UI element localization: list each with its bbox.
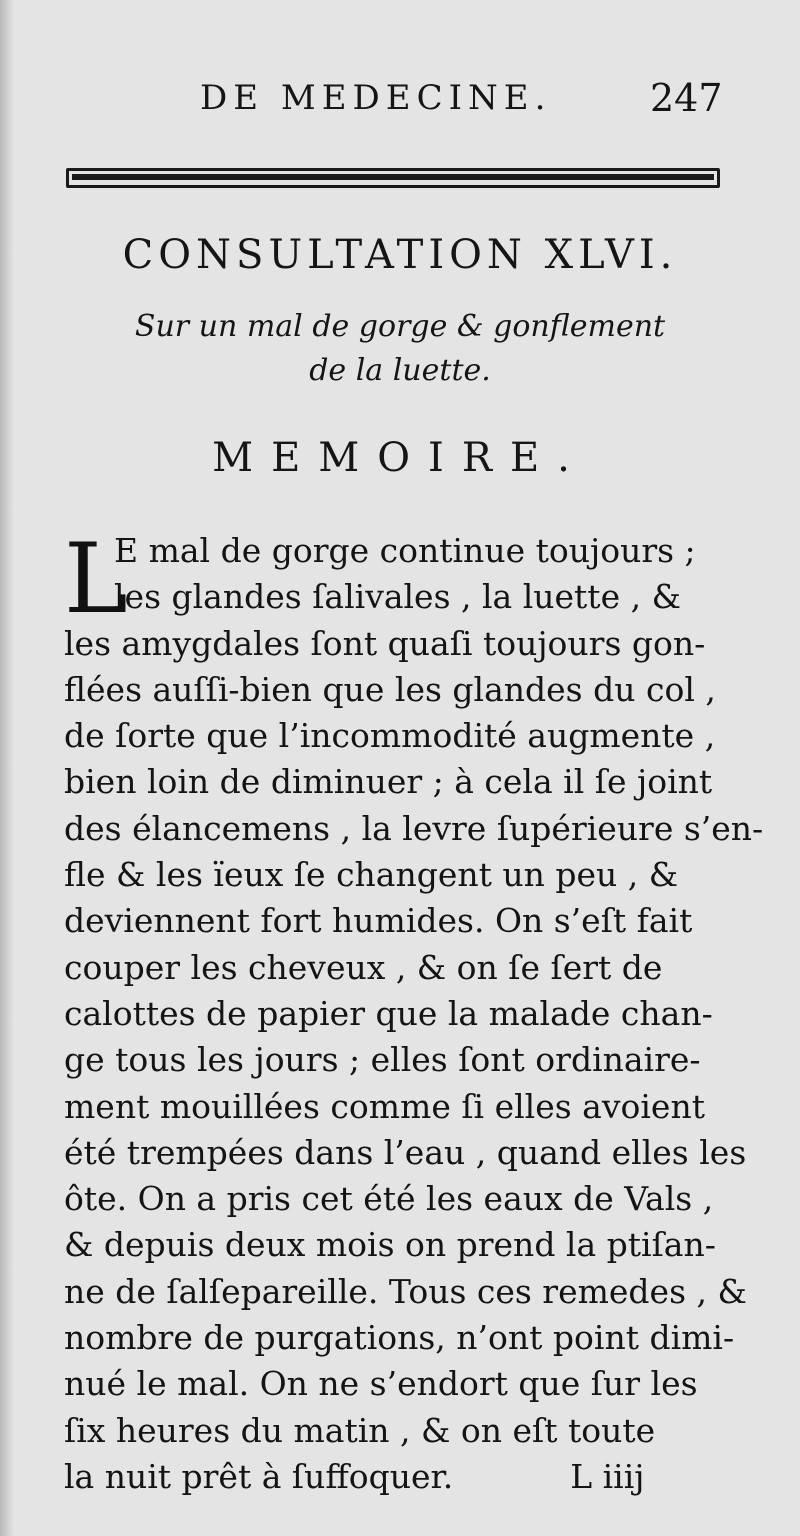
- text-line: des élancemens , la levre ſupérieure s’en-: [64, 808, 764, 848]
- drop-cap: L: [64, 523, 128, 635]
- subtitle-line-2: de la luette.: [309, 353, 491, 388]
- page-number: 247: [650, 76, 723, 120]
- page-header: [0, 78, 800, 128]
- text-line: nombre de purgations, n’ont point dimi-: [64, 1318, 735, 1358]
- page-gutter-shadow: [0, 0, 14, 1536]
- consultation-title: CONSULTATION XLVI.: [122, 232, 678, 278]
- text-line: deviennent fort humides. On s’eſt fait: [64, 901, 693, 941]
- text-line: couper les cheveux , & on ſe ſert de: [64, 947, 663, 987]
- text-line: bien loin de diminuer ; à cela il ſe joint: [64, 762, 713, 802]
- text-line: ge tous les jours ; elles ſont ordinaire-: [64, 1040, 701, 1080]
- section-heading: MEMOIRE.: [212, 435, 588, 481]
- text-line: flées auſſi-bien que les glandes du col ,: [64, 669, 716, 709]
- text-line: de ſorte que l’incommodité augmente ,: [64, 716, 716, 756]
- rule-inner-bar: [72, 174, 714, 180]
- consultation-subtitle: [0, 305, 800, 393]
- text-line: ne de ſalſepareille. Tous ces remedes , &: [64, 1271, 747, 1311]
- text-line: été trempées dans l’eau , quand elles les: [64, 1132, 747, 1172]
- header-ornamental-rule: [66, 168, 720, 188]
- last-text-line: [64, 1454, 736, 1500]
- text-line: ment mouillées comme ſi elles avoient: [64, 1086, 705, 1126]
- text-line: nué le mal. On ne s’endort que ſur les: [64, 1364, 698, 1404]
- body-text: [64, 523, 764, 1500]
- text-line: calottes de papier que la malade chan-: [64, 993, 713, 1033]
- text-line: E mal de gorge continue toujours ;: [114, 531, 696, 570]
- running-head: DE MEDECINE.: [200, 78, 552, 118]
- text-line: ôte. On a pris cet été les eaux de Vals ,: [64, 1179, 714, 1219]
- text-line-end: la nuit prêt à ſuffoquer.: [64, 1456, 454, 1496]
- text-line: ſix heures du matin , & on eſt toute: [64, 1410, 656, 1450]
- subtitle-line-1: Sur un mal de gorge & gonflement: [134, 309, 666, 344]
- text-line: les glandes ſalivales , la luette , &: [114, 577, 681, 617]
- text-line: les amygdales ſont quaſi toujours gon-: [64, 623, 706, 663]
- signature-mark: L iiij: [570, 1456, 645, 1496]
- text-line: & depuis deux mois on prend la ptiſan-: [64, 1225, 716, 1265]
- text-line: fle & les ïeux ſe changent un peu , &: [64, 855, 679, 895]
